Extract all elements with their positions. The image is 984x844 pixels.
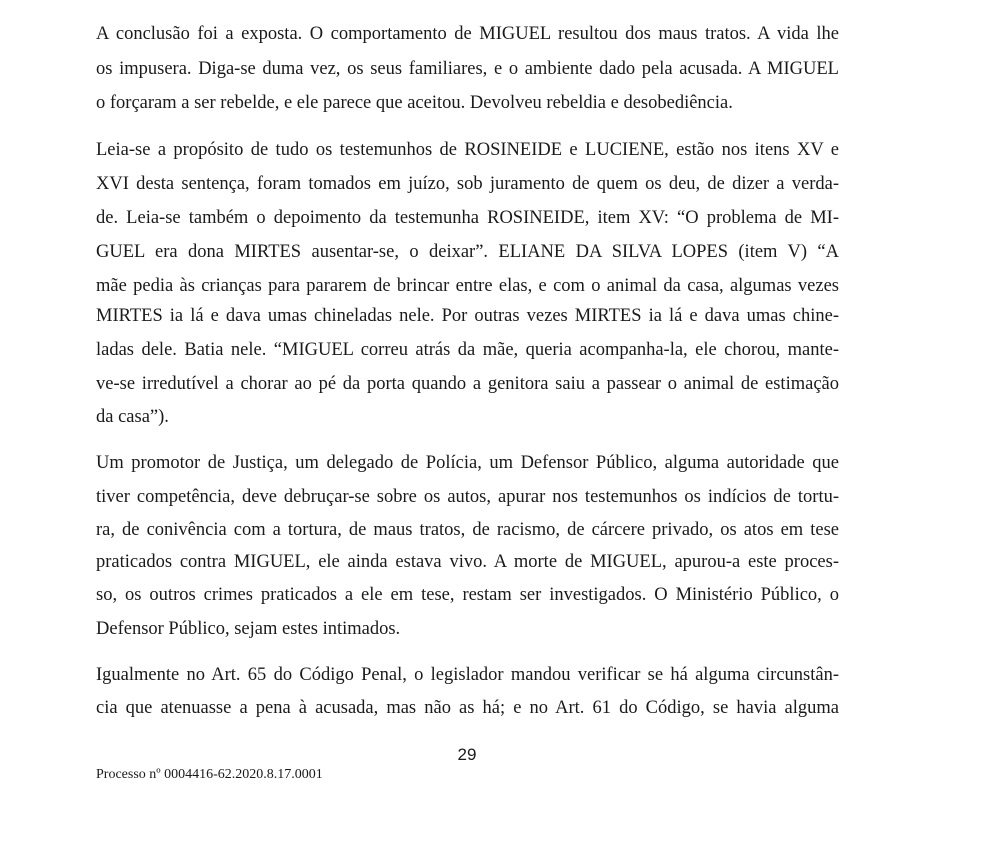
process-number: Processo nº 0004416-62.2020.8.17.0001	[96, 767, 323, 782]
text-line: o forçaram a ser rebelde, e ele parece que aceitou. Devolveu rebeldia e desobediência.	[96, 93, 733, 113]
text-line: ra, de conivência com a tortura, de maus tratos, de racismo, de cárcere privado, os atos em tese	[96, 520, 839, 540]
text-line: MIRTES ia lá e dava umas chineladas nele. Por outras vezes MIRTES ia lá e dava umas chine-	[96, 306, 839, 326]
text-line: Um promotor de Justiça, um delegado de Polícia, um Defensor Público, alguma autoridade que	[96, 453, 839, 473]
text-line: ve-se irredutível a chorar ao pé da porta quando a genitora saiu a passear o animal de estimação	[96, 374, 839, 394]
text-line: GUEL era dona MIRTES ausentar-se, o deixar”. ELIANE DA SILVA LOPES (item V) “A	[96, 242, 839, 262]
text-line: Defensor Público, sejam estes intimados.	[96, 619, 401, 639]
text-line: so, os outros crimes praticados a ele em tese, restam ser investigados. O Ministério Público, o	[96, 585, 839, 605]
text-line: ladas dele. Batia nele. “MIGUEL correu atrás da mãe, queria acompanha-la, ele chorou, mante-	[96, 340, 839, 360]
text-line: os impusera. Diga-se duma vez, os seus familiares, e o ambiente dado pela acusada. A MIGUEL	[96, 59, 839, 79]
text-line: XVI desta sentença, foram tomados em juízo, sob juramento de quem os deu, de dizer a verda-	[96, 174, 839, 194]
text-line: Leia-se a propósito de tudo os testemunhos de ROSINEIDE e LUCIENE, estão nos itens XV e	[96, 140, 839, 160]
text-line: Igualmente no Art. 65 do Código Penal, o legislador mandou verificar se há alguma circunstân-	[96, 665, 839, 685]
text-line: praticados contra MIGUEL, ele ainda estava vivo. A morte de MIGUEL, apurou-a este proces-	[96, 552, 839, 572]
text-line: cia que atenuasse a pena à acusada, mas não as há; e no Art. 61 do Código, se havia alguma	[96, 698, 839, 718]
text-line: mãe pedia às crianças para pararem de brincar entre elas, e com o animal da casa, algumas vezes	[96, 276, 839, 296]
text-line: de. Leia-se também o depoimento da testemunha ROSINEIDE, item XV: “O problema de MI-	[96, 208, 839, 228]
page-number: 29	[457, 745, 477, 764]
text-line: tiver competência, deve debruçar-se sobre os autos, apurar nos testemunhos os indícios de tortu-	[96, 487, 839, 507]
text-line: da casa”).	[96, 407, 169, 427]
text-line: A conclusão foi a exposta. O comportamento de MIGUEL resultou dos maus tratos. A vida lhe	[96, 24, 839, 44]
